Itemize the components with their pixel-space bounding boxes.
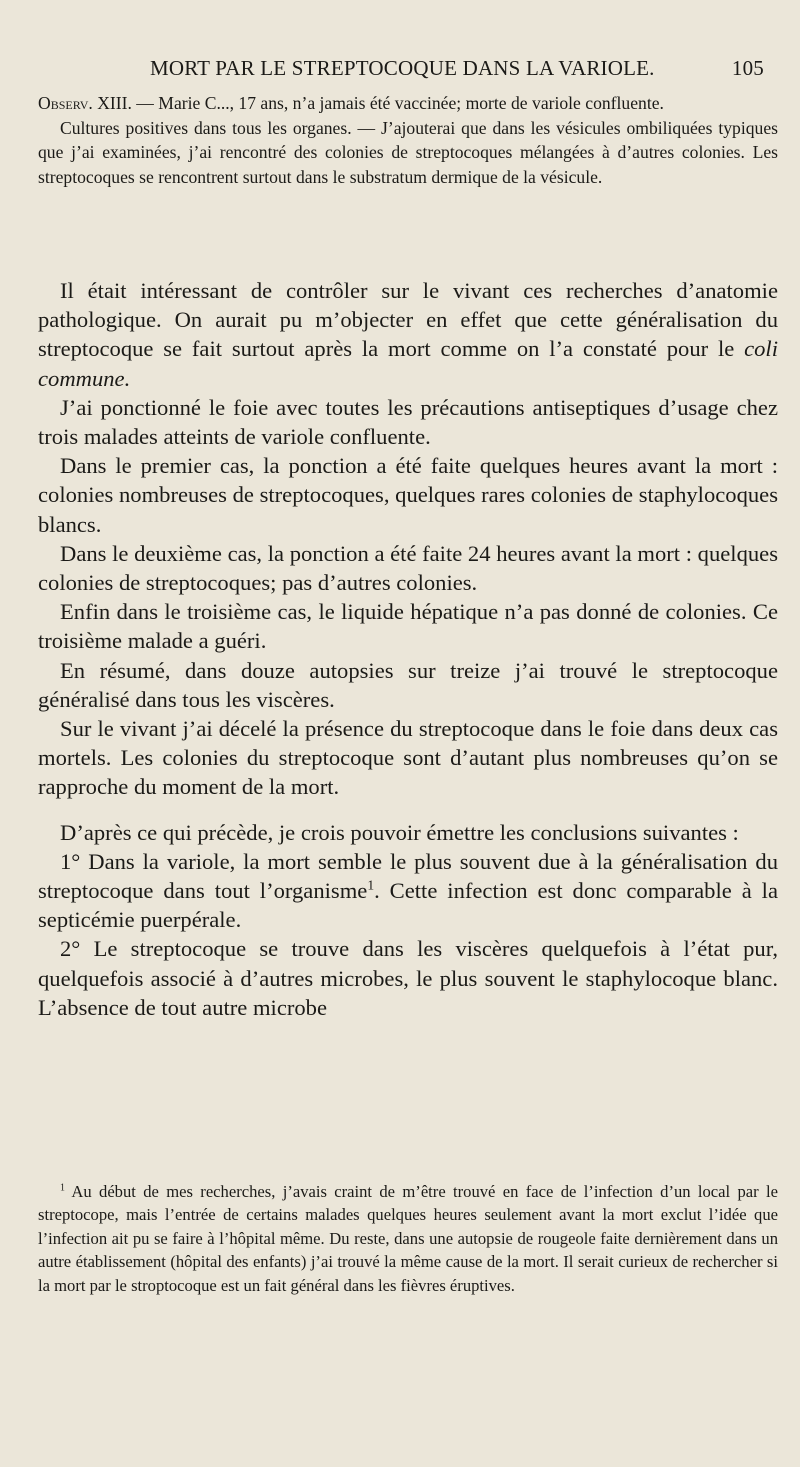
page-number: 105 bbox=[731, 56, 764, 80]
footnote-1 bbox=[38, 1180, 778, 1297]
paragraph-8: D’après ce qui précède, je crois pouvoir émettre les conclusions suivantes : bbox=[60, 819, 739, 845]
paragraph-6: En résumé, dans douze autopsies sur treize j’ai trouvé le streptocoque généralisé dans tous les viscères. bbox=[38, 657, 778, 712]
footnote-marker: 1 bbox=[60, 1182, 65, 1194]
paragraph-9-tail: . Cette infection est donc comparable à la septicémie puerpérale. bbox=[38, 878, 778, 933]
observation-heading bbox=[38, 91, 778, 116]
paragraph-9-text: 1° Dans la variole, la mort semble le plus souvent due à la généralisation du streptocoque dans tout l’organisme bbox=[38, 848, 778, 904]
footnote-text: Au début de mes recherches, j’avais craint de m’être trouvé en face de l’infection d’un local par le streptocope, mais l’entrée de certains malades quelques heures seulement avant la mort exclut l’idée que l’infection ait pu se faire à l’hôpital même. Du reste, dans une autopsie de rougeole faite dernièrement dans un autre établissement (hôpital des enfants) j’ai trouvé la même cause de la mort. Il serait curieux de rechercher si la mort par le stroptocoque est un fait général dans les fièvres éruptives. bbox=[38, 1182, 778, 1295]
observation-label: Observ. XIII. bbox=[38, 93, 132, 113]
observation-line1: — Marie C..., 17 ans, n’a jamais été vaccinée; morte de variole confluente. bbox=[131, 93, 664, 113]
paragraph-1 bbox=[38, 276, 778, 393]
main-text bbox=[38, 276, 778, 1022]
paragraph-1-text: Il était intéressant de contrôler sur le vivant ces recherches d’anatomie pathologique. On aurait pu m’objecter en effet que cette généralisation du streptocoque se fait surtout après la mort comme on l’a constaté pour le bbox=[38, 278, 778, 362]
observation-line2: Cultures positives dans tous les organes. — J’ajouterai que dans les vésicules ombiliquées typiques que j’ai examinées, j’ai rencontré des colonies de streptocoques mélangées à d’autres colonies. Les streptocoques se rencontrent surtout dans le substratum dermique de la vésicule. bbox=[38, 117, 778, 187]
paragraph-2: J’ai ponctionné le foie avec toutes les précautions antiseptiques d’usage chez trois malades atteints de variole confluente. bbox=[38, 394, 778, 450]
paragraph-10: 2° Le streptocoque se trouve dans les viscères quelquefois à l’état pur, quelquefois associé à d’autres microbes, le plus souvent le staphylocoque blanc. L’absence de tout autre microbe bbox=[38, 936, 778, 1020]
paragraph-5: Enfin dans le troisième cas, le liquide hépatique n’a pas donné de colonies. Ce troisième malade a guéri. bbox=[38, 599, 778, 654]
observation-block bbox=[38, 91, 778, 189]
paragraph-1-italic: coli commune. bbox=[38, 336, 778, 391]
paragraph-7: Sur le vivant j’ai décelé la présence du streptocoque dans le foie dans deux cas mortels. Les colonies du streptocoque sont d’autant plus nombreuses qu’on se rapproche du moment de la mort. bbox=[38, 716, 778, 800]
paragraph-4: Dans le deuxième cas, la ponction a été faite 24 heures avant la mort : quelques colonies de streptocoques; pas d’autres colonies. bbox=[38, 540, 778, 596]
paragraph-3: Dans le premier cas, la ponction a été faite quelques heures avant la mort : colonies nombreuses de streptocoques, quelques rares colonies de staphylocoques blancs. bbox=[38, 453, 778, 537]
running-header bbox=[38, 56, 772, 86]
footnote-reference: 1 bbox=[367, 877, 375, 893]
footnotes bbox=[38, 1180, 778, 1297]
paragraph-9 bbox=[38, 847, 778, 935]
running-title: MORT PAR LE STREPTOCOQUE DANS LA VARIOLE. bbox=[150, 56, 655, 80]
